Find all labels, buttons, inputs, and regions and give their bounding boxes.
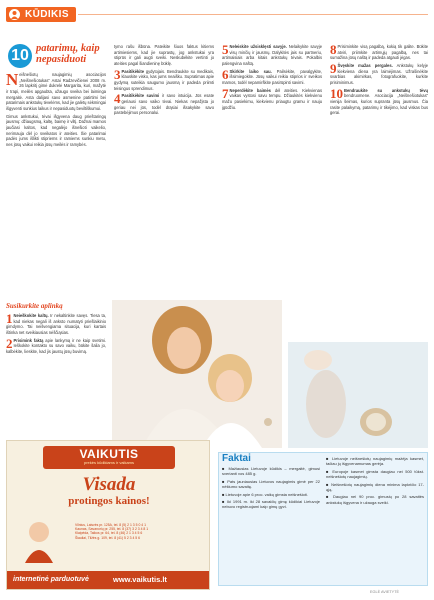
tip-9 — [330, 60, 428, 86]
tip-number: 9 — [330, 60, 337, 76]
address-line: Kaunas, Savanorių pr. 255, tel. 8 (37) 3 2 3 4 8 1 — [75, 527, 149, 532]
address-line: Vilnius, Laisvės pr. 125A, tel. 8 (5) 2 1 3 5 0 4 1 — [75, 523, 146, 527]
baby-footprint-photo — [288, 342, 428, 448]
ad-footer — [7, 571, 210, 590]
tip-number: 8 — [330, 44, 337, 57]
tip-text: Pailsėkite, pavalgykite, išsimiegokite. Jūsų vaikui reikia stiprios ir sveikos mamos, todėl nepamirškite pasirūpinti savimi. — [222, 68, 322, 85]
tip-text: dėl ateities. Kiekvienas vaikas vystosi savu tempu. Džiaukitės kiekvienu mažu pasiekimu, kiekvienu priaugtu gramu ir nauju įgūdžiu. — [222, 87, 322, 110]
tip-title: Pasitikėkite — [121, 68, 145, 74]
article-number: 10 — [8, 44, 32, 68]
tip-title: Prisimink faktą — [13, 337, 44, 343]
subheading: Susikurkite aplinką — [6, 302, 63, 310]
tip-text: Ankstukų kelyje kiekviena diena yra laimėjimas. Užrašinėkite svarbias akimirkas, fotografuokite, kurkite prisiminimus. — [330, 62, 428, 85]
mother-daughter-photo — [112, 300, 282, 448]
address-line: Šiauliai, Tilžės g. 109, tel. 8 (41) 5 2 3 4 5 6 — [75, 535, 141, 540]
fact-item: ■ Lietuvoje apie 6 proc. vaikų gimsta neišnešioti. — [222, 491, 309, 497]
tip-title: Neperdėkite baimės — [229, 87, 271, 93]
tip-title: Bendraukite su ankstukų tėvų — [344, 87, 428, 93]
paragraph: Gimus ankstukui, tėvai išgyvena daug prieštaringų jausmų: džiaugsmą, kaltę, baimę ir viltį. Dažnai mamos jaučiasi kaltos, kad negalėjo išnešioti vaikelio, nerimauja dėl jo sveikatos ir ateities. Šie patarimai padės jums išlikti stipriems ir ramiems sunkiu metu, nes jūsų vaikui reikia jūsų meilės ir ramybės. — [6, 113, 106, 147]
facts-title: Faktai — [222, 453, 251, 464]
brand-logo — [43, 446, 175, 469]
online-shop-label: internetinė parduotuvė — [13, 576, 89, 583]
tip-7 — [222, 85, 322, 111]
tip-2 — [6, 335, 106, 355]
ad-subheadline: protingos kainos! — [68, 495, 150, 507]
tips-column-1 — [6, 302, 106, 355]
fact-item: ■ Pats jauniausias Lietuvos naujagimis gimė per 22 nėštumo savaitę. — [222, 478, 320, 490]
tip-title: Švęskite mažas pergales. — [337, 62, 393, 68]
child-illustration — [15, 519, 63, 563]
text-column-4 — [330, 44, 428, 334]
text-column-1 — [6, 72, 106, 304]
ad-headline: Visada — [82, 474, 136, 495]
tip-text: Ir nekaltinkite savęs. Tiesa ta, kad niekas negali iš anksto numatyti priešlaikinio gimdymo. Tai neišvengiama situacija, kuri kartais ištinka net sveikiausias nėščiąsias. — [6, 313, 107, 335]
intro-paragraph: eišnešiotų naujagimių asociacijos „Neišnešiotukas“ Astai Radzevičienei 2008 m. 26 lapkritį gimė dukrelė Margarita, kuri, mažytė ir trapi, meilės apgaubta, užaugo sveika bei laiminga mergaitė. Asta dalijasi savo asmenine patirtimi bei patarimais ankstukų tėvelėms, kad jie galėtų sėkmingai išgyventi sunkius laikus ir nepasiduotų beviltiškumui. — [6, 72, 106, 111]
tip-6 — [222, 66, 322, 86]
tip-number: 5 — [222, 44, 229, 57]
tip-10 — [330, 85, 428, 116]
author-credit: EGLĖ AVIETYTĖ — [370, 590, 400, 594]
header-divider — [78, 14, 428, 15]
paragraph: tymo rašu išbūna. Pateikite šiuos faktus kitiems artimiesiems, kad jie suprastų, jog ankstukai yra stiprūs ir gali augti sveiki. Neskubėkite vertinti jo ateities pagal šiandieninę būklę. — [114, 44, 214, 66]
fact-item: ■ Mažiausias Lietuvoje kūdikis – mergaitė, gimusi sverianti vos 485 g. — [222, 466, 321, 477]
tip-number: 10 — [330, 85, 343, 101]
tip-text: bendruomene. Asociacija „Neišnešiotukas“ vienija šeimas, kurios supranta jūsų jausmus. Čia rasite palaikymą, patarimų ir tikėjimo, kad viskas bus gerai. — [330, 93, 428, 116]
tip-text: Prisiminkite visą pagalbą, kokią tik galite. Būkite atviri, priimkite artimųjų pagalbą, nes tai sumažina jūsų naštą ir padeda atgauti jėgas. — [330, 44, 428, 61]
brand-tagline: prekės kūdikiams ir vaikams — [83, 460, 134, 465]
fact-item: ■ Daugiau nei 90 proc. gimusių po 28 savaitės ankstukų išgyvena ir užauga sveiki. — [326, 494, 424, 505]
tip-4 — [114, 93, 214, 116]
text-column-3 — [222, 44, 322, 294]
tip-5 — [222, 44, 322, 67]
tip-title: Skirkite laiko sau. — [229, 68, 272, 74]
facts-column-right — [326, 456, 424, 505]
fact-item: ■ Lietuvoje neišnešiotų naujagimių mažėja kasmet, tačiau jų išgyvenamumas gerėja. — [326, 456, 425, 467]
tip-text: ir savo intuicija. Jūs esate geriausi savo vaiko tėvai. Niekas nepažįsta jo geriau nei jūs, todėl drąsiai išsakykite savo pastebėjimus personalui. — [114, 93, 214, 116]
tip-text: gydytojais. Bendraukite su medikais, klauskite visko, kas jums neaišku. Supratimas apie gydymą suteikia saugumo jausmą ir padeda priimti teisingus sprendimus. — [114, 68, 214, 91]
tip-text: Nelaikykite savyje visų minčių ir jausmų. Dalykitės jais su partneriu, artimaisiais arba kitais ankstukų tėvais. Pokalbis palengvina naštą. — [222, 44, 322, 66]
baby-icon — [9, 9, 20, 20]
brand-name: VAIKUTIS — [79, 447, 139, 461]
store-addresses — [75, 523, 207, 540]
fact-item: ■ Europoje kasmet gimsta daugiau nei 500 tūkst. neišnešiotų naujagimių. — [326, 468, 424, 480]
text-column-2 — [114, 44, 214, 294]
section-label: KŪDIKIS — [25, 9, 69, 20]
tip-1 — [6, 313, 106, 336]
tip-number: 7 — [222, 85, 229, 101]
tip-title: Pasitikėkite savimi — [121, 93, 160, 99]
tip-title: Neleiskite užsisklęsti savyje. — [229, 44, 287, 49]
tip-3 — [114, 66, 214, 92]
tip-number: 2 — [6, 335, 13, 351]
tip-number: 3 — [114, 66, 121, 82]
article-title: patarimų, kaip nepasiduoti — [36, 43, 100, 65]
tip-text: apie lankymą ir ne kaip svetimi. Ieškokite kontakto su savo vaiku, būkite šalia jo, kalbėkite, lieskite, kad jis jaustų jūsų buvimą. — [6, 337, 106, 354]
drop-cap: N — [6, 72, 19, 89]
tip-number: 1 — [6, 311, 13, 326]
fact-item: ■ Neišnešiotų naujagimių diena minima lapkričio 17-ąją. — [326, 481, 424, 493]
address-line: Klaipėda, Taikos pr. 64, tel. 8 (46) 2 1 3 4 5 6 — [75, 531, 143, 536]
fact-item: ■ Iki 1991 m. iki 28 savaičių gimę kūdikiai Lietuvoje nebuvo registruojami kaip gimę gyvi. — [222, 499, 321, 510]
website-link[interactable]: www.vaikutis.lt — [113, 575, 167, 584]
tip-number: 4 — [114, 91, 121, 107]
tip-8 — [330, 44, 428, 61]
vaikutis-advertisement[interactable] — [6, 440, 210, 590]
tip-number: 6 — [222, 66, 229, 82]
tip-title: Neieškokite kaltų. — [13, 313, 49, 318]
facts-column-left — [222, 466, 320, 510]
